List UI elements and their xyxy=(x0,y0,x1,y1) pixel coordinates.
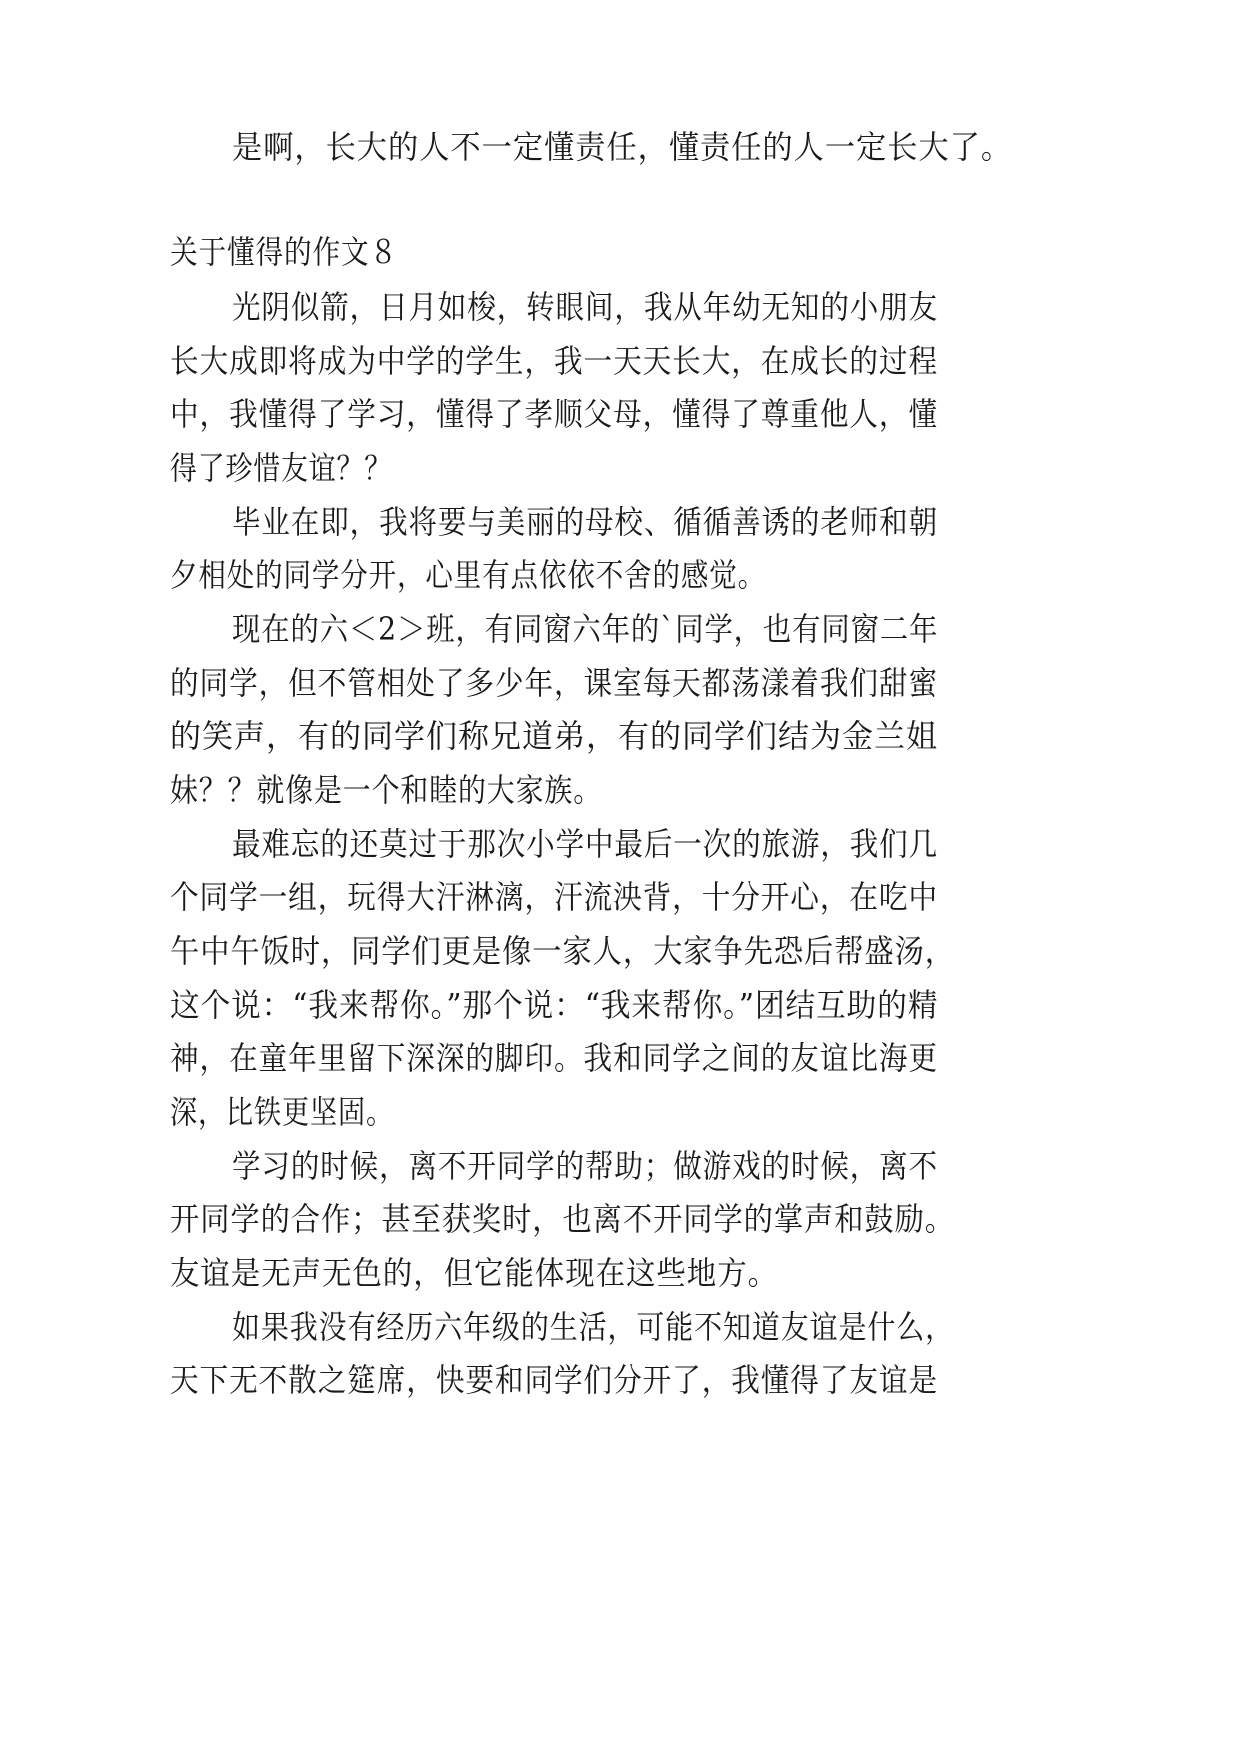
text-line: 是啊，长大的人不一定懂责任，懂责任的人一定长大了。 xyxy=(232,128,1013,166)
text-line: 中，我懂得了学习，懂得了孝顺父母，懂得了尊重他人，懂 xyxy=(170,395,939,433)
text-line: 个同学一组，玩得大汗淋漓，汗流泱背，十分开心，在吃中 xyxy=(170,878,939,916)
text-line: 这个说：“我来帮你。”那个说：“我来帮你。”团结互助的精 xyxy=(170,986,939,1024)
text-line: 光阴似箭，日月如梭，转眼间，我从年幼无知的小朋友 xyxy=(232,288,939,326)
text-line: 天下无不散之筵席，快要和同学们分开了，我懂得了友谊是 xyxy=(170,1361,939,1399)
section-title: 关于懂得的作文８ xyxy=(170,233,399,271)
text-line: 毕业在即，我将要与美丽的母校、循循善诱的老师和朝 xyxy=(232,503,939,541)
text-line: 友谊是无声无色的，但它能体现在这些地方。 xyxy=(170,1254,779,1292)
text-line: 神，在童年里留下深深的脚印。我和同学之间的友谊比海更 xyxy=(170,1039,939,1077)
text-line: 的同学，但不管相处了多少年，课室每天都荡漾着我们甜蜜 xyxy=(170,664,939,702)
text-line: 如果我没有经历六年级的生活，可能不知道友谊是什么， xyxy=(232,1308,955,1346)
text-line: 开同学的合作；甚至获奖时，也离不开同学的掌声和鼓励。 xyxy=(170,1200,955,1238)
text-line: 夕相处的同学分开，心里有点依依不舍的感觉。 xyxy=(170,556,766,594)
text-line: 的笑声，有的同学们称兄道弟，有的同学们结为金兰姐 xyxy=(170,717,939,755)
text-line: 得了珍惜友谊？？ xyxy=(170,449,393,487)
text-line: 长大成即将成为中学的学生，我一天天长大，在成长的过程 xyxy=(170,342,939,380)
text-line: 学习的时候，离不开同学的帮助；做游戏的时候，离不 xyxy=(232,1147,939,1185)
text-line: 午中午饭时，同学们更是像一家人，大家争先恐后帮盛汤， xyxy=(170,932,955,970)
text-line: 妹？？就像是一个和睦的大家族。 xyxy=(170,771,603,809)
text-line: 深，比铁更坚固。 xyxy=(170,1093,395,1131)
text-line: 最难忘的还莫过于那次小学中最后一次的旅游，我们几 xyxy=(232,825,939,863)
text-line: 现在的六＜2＞班，有同窗六年的`同学，也有同窗二年 xyxy=(232,610,939,648)
